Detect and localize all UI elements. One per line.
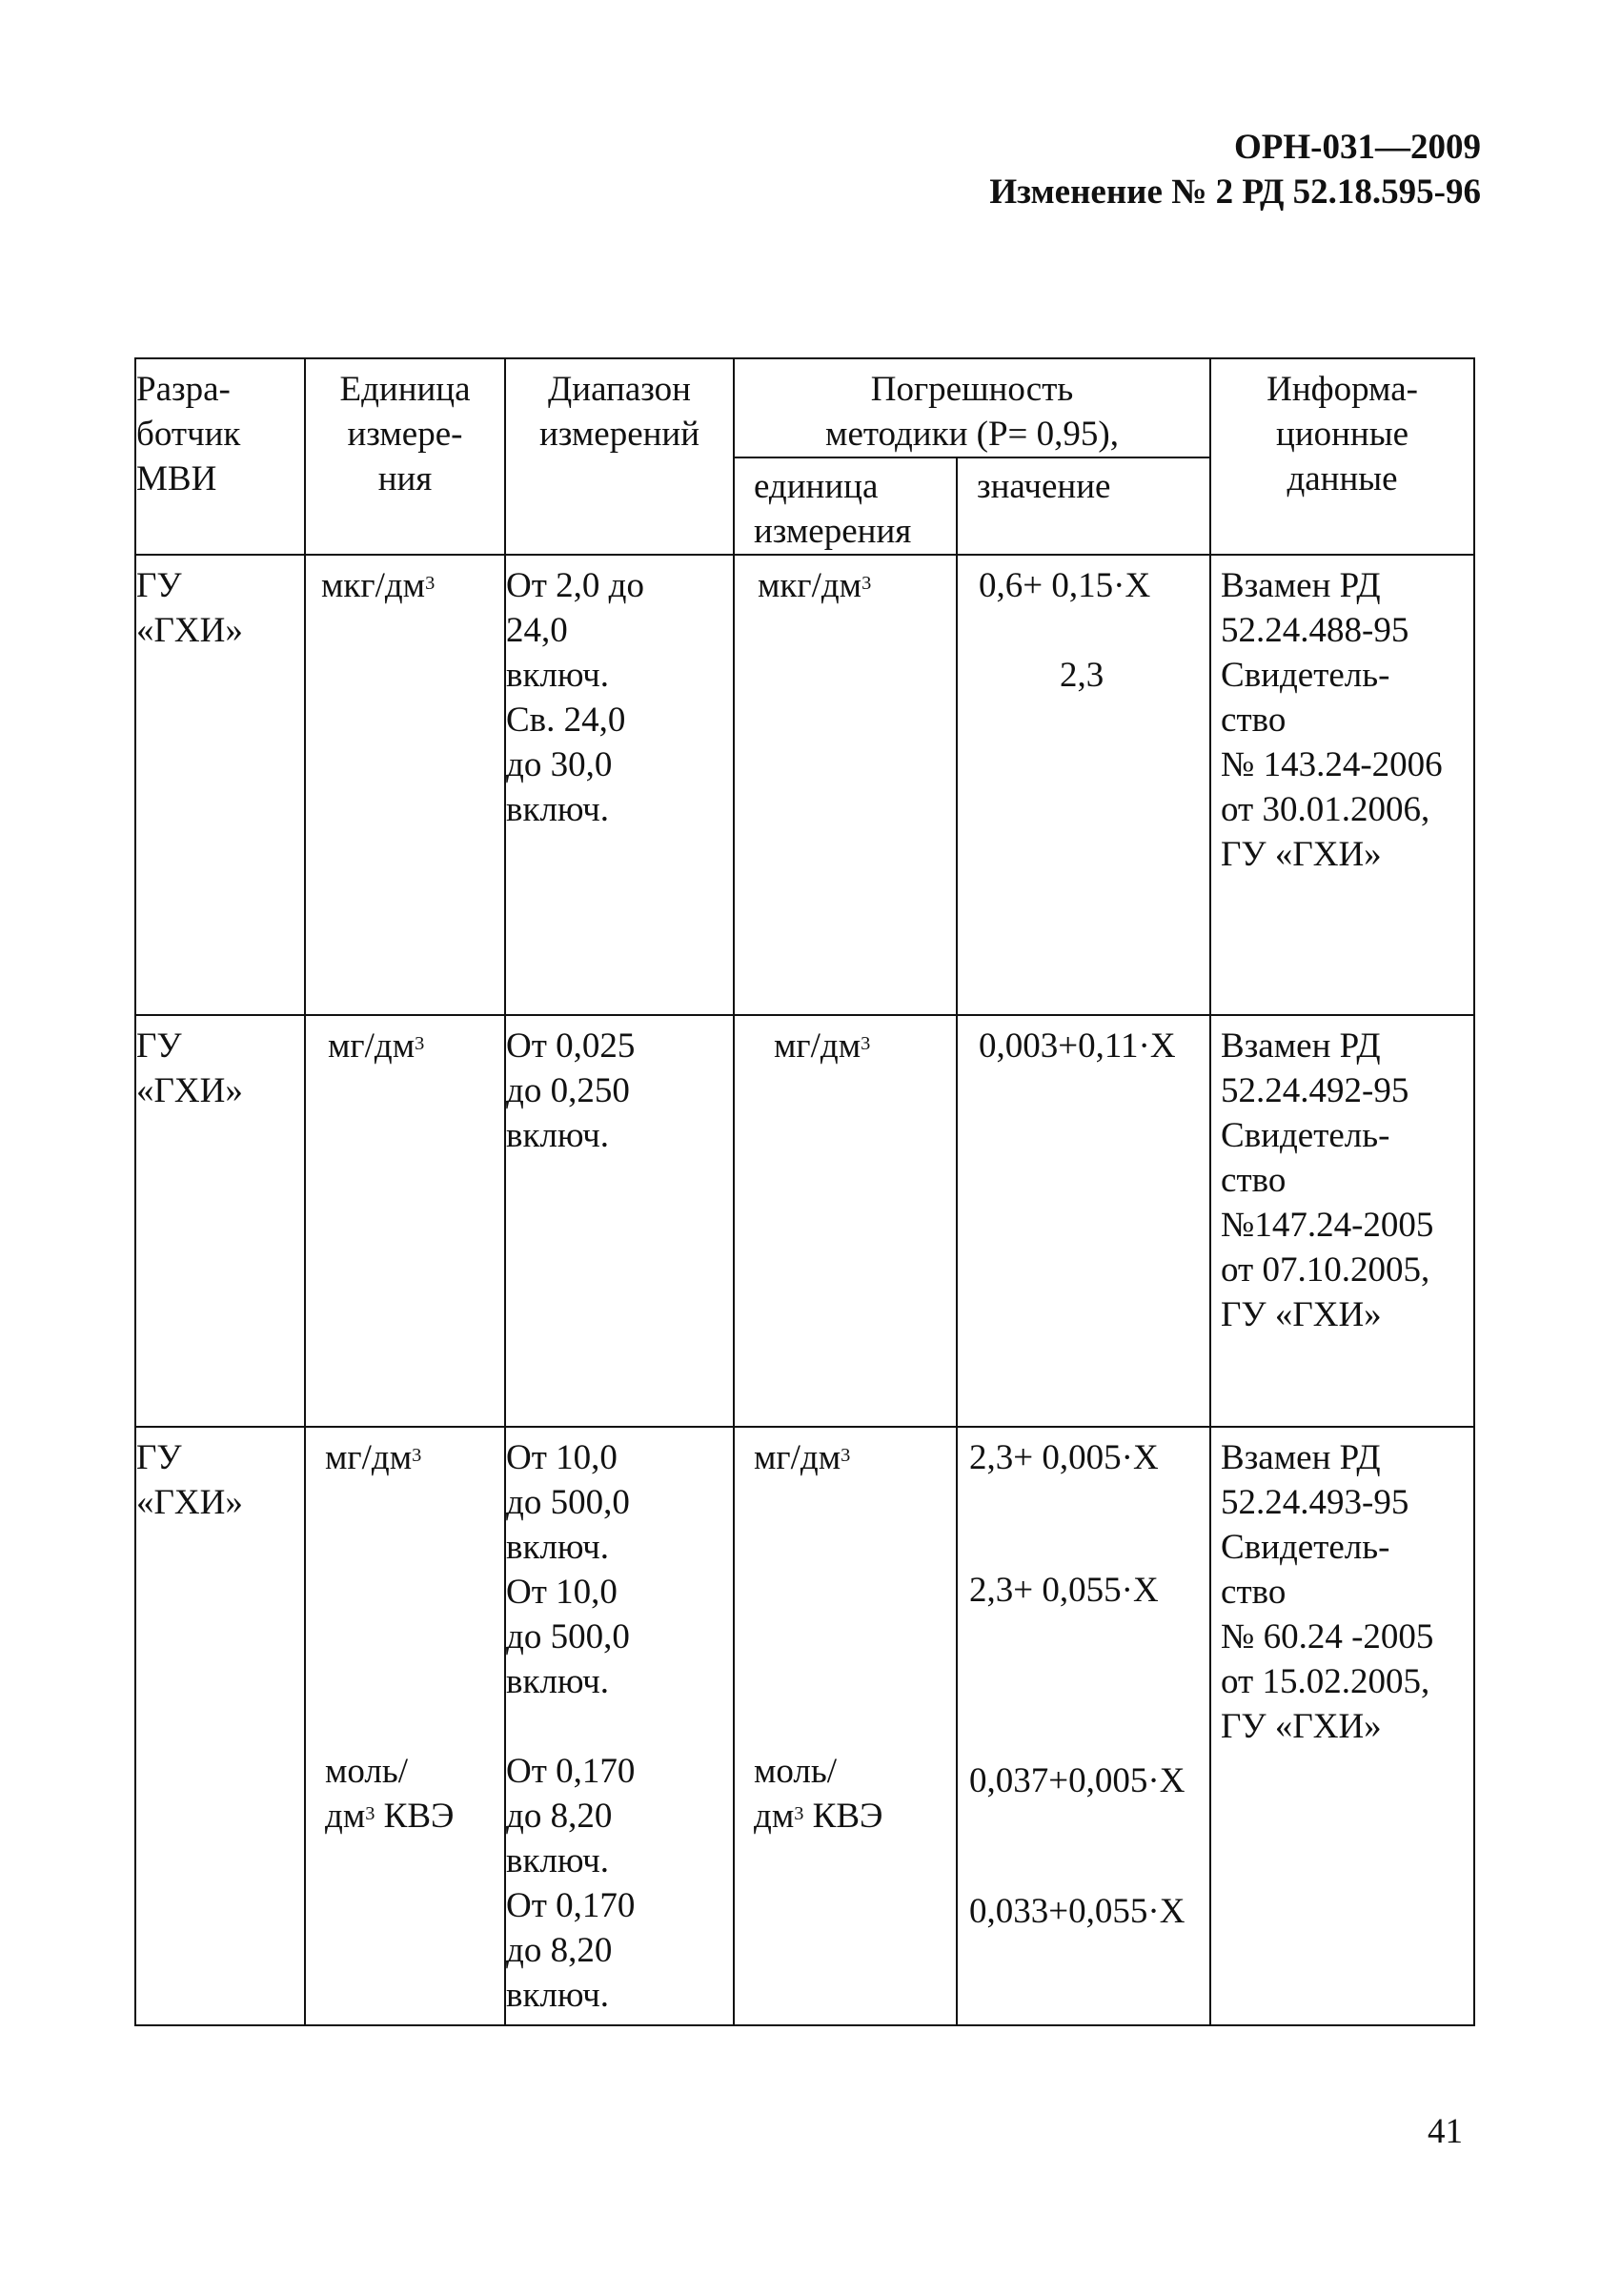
unit-cell: $мг/дм^3$ моль/ $дм^3$ КВЭ — [305, 1427, 505, 2025]
change-title: Изменение № 2 РД 52.18.595-96 — [989, 173, 1481, 212]
info-cell: Взамен РД 52.24.488-95 Свидетель- ство № 143.24-2006 от 30.01.2006, ГУ «ГХИ» — [1210, 555, 1474, 1015]
header-error-unit: единица измерения — [734, 457, 957, 555]
header-error-value: значение — [957, 457, 1210, 555]
error-unit-cell: $мг/дм^3$ — [734, 1015, 957, 1427]
error-value-cell: 2,3+ 0,005·Х 2,3+ 0,055·Х 0,037+0,005·Х 0,033+0,055·Х — [957, 1427, 1210, 2025]
measurements-table — [134, 357, 1475, 2026]
range-cell: От 0,025 до 0,250 включ. — [505, 1015, 734, 1427]
error-unit-cell: мкг/$дм^3$ — [734, 555, 957, 1015]
header-developer: Разра- ботчик МВИ — [135, 358, 305, 555]
info-cell: Взамен РД 52.24.492-95 Свидетель- ство №147.24-2005 от 07.10.2005, ГУ «ГХИ» — [1210, 1015, 1474, 1427]
unit-cell: мкг/$дм^3$ — [305, 555, 505, 1015]
error-value-cell: 0,6+ 0,15·Х 2,3 — [957, 555, 1210, 1015]
error-unit-cell: $мг/дм^3$ моль/ $дм^3$ КВЭ — [734, 1427, 957, 2025]
header-range: Диапазон измерений — [505, 358, 734, 555]
error-value-cell: 0,003+0,11·Х — [957, 1015, 1210, 1427]
table-row — [135, 555, 1474, 1015]
developer-cell: ГУ «ГХИ» — [135, 555, 305, 1015]
unit-cell: $мг/дм^3$ — [305, 1015, 505, 1427]
page-number: 41 — [1428, 2112, 1463, 2151]
developer-cell: ГУ «ГХИ» — [135, 1015, 305, 1427]
document-code: ОРН-031—2009 — [1234, 128, 1481, 167]
table-row — [135, 1015, 1474, 1427]
range-cell: От 2,0 до 24,0 включ. Св. 24,0 до 30,0 включ. — [505, 555, 734, 1015]
info-cell: Взамен РД 52.24.493-95 Свидетель- ство № 60.24 -2005 от 15.02.2005, ГУ «ГХИ» — [1210, 1427, 1474, 2025]
header-info: Информа- ционные данные — [1210, 358, 1474, 555]
table-row — [135, 1427, 1474, 2025]
range-cell: От 10,0 до 500,0 включ. От 10,0 до 500,0 включ. От 0,170 до 8,20 включ. От 0,170 до 8,20 включ. — [505, 1427, 734, 2025]
header-unit: Единица измере- ния — [305, 358, 505, 555]
header-error: Погрешность методики (Р= 0,95), — [734, 358, 1210, 457]
developer-cell: ГУ «ГХИ» — [135, 1427, 305, 2025]
